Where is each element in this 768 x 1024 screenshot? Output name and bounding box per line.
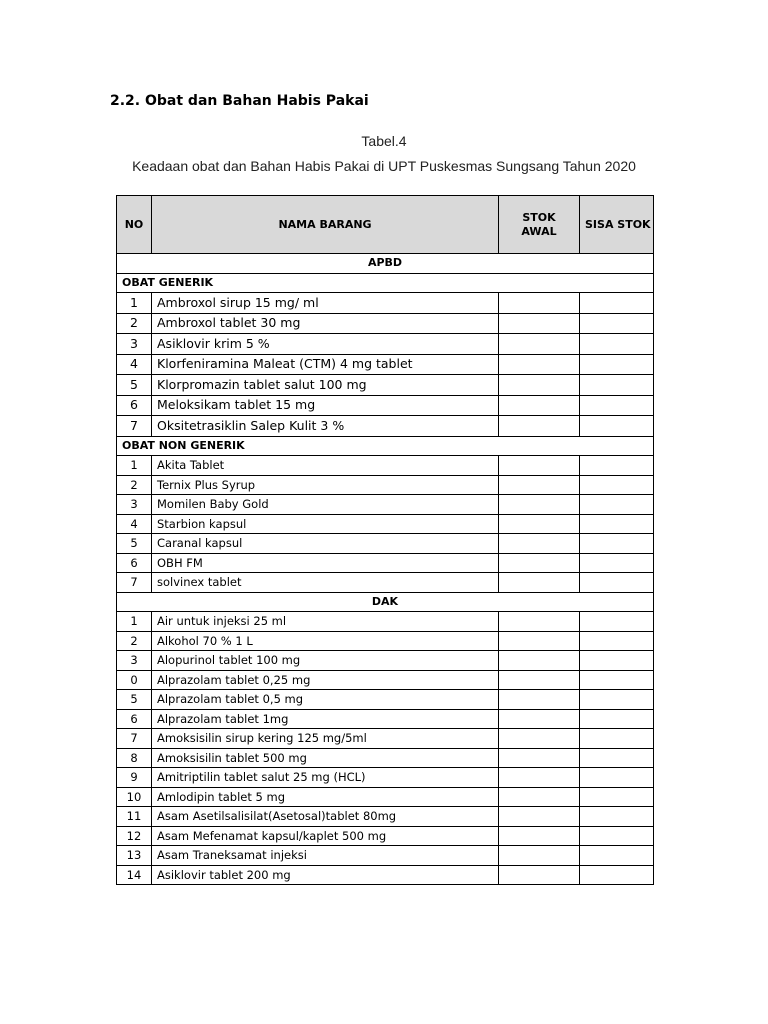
table-row bbox=[117, 826, 654, 846]
stok-awal-cell bbox=[499, 807, 580, 827]
table-row bbox=[117, 787, 654, 807]
row-number: 13 bbox=[117, 846, 152, 866]
table-header-row bbox=[117, 196, 654, 254]
row-number: 3 bbox=[117, 495, 152, 515]
stok-awal-cell bbox=[499, 456, 580, 476]
sisa-stok-cell bbox=[580, 456, 654, 476]
stok-awal-cell bbox=[499, 670, 580, 690]
stok-awal-cell bbox=[499, 416, 580, 437]
sisa-stok-cell bbox=[580, 612, 654, 632]
stok-awal-cell bbox=[499, 395, 580, 416]
row-number: 5 bbox=[117, 534, 152, 554]
sisa-stok-cell bbox=[580, 354, 654, 375]
table-row bbox=[117, 313, 654, 334]
item-name: Asiklovir tablet 200 mg bbox=[152, 865, 499, 885]
header-nama-barang: NAMA BARANG bbox=[152, 196, 499, 254]
stok-awal-cell bbox=[499, 729, 580, 749]
row-number: 6 bbox=[117, 553, 152, 573]
row-number: 3 bbox=[117, 651, 152, 671]
sisa-stok-cell bbox=[580, 807, 654, 827]
sisa-stok-cell bbox=[580, 534, 654, 554]
table-row bbox=[117, 729, 654, 749]
sisa-stok-cell bbox=[580, 514, 654, 534]
section-row-apbd bbox=[117, 254, 654, 274]
item-name: Alprazolam tablet 0,25 mg bbox=[152, 670, 499, 690]
item-name: Amlodipin tablet 5 mg bbox=[152, 787, 499, 807]
sisa-stok-cell bbox=[580, 846, 654, 866]
sisa-stok-cell bbox=[580, 670, 654, 690]
table-row bbox=[117, 573, 654, 593]
row-number: 3 bbox=[117, 334, 152, 355]
stok-awal-cell bbox=[499, 651, 580, 671]
section-label-dak: DAK bbox=[117, 592, 654, 612]
header-no: NO bbox=[117, 196, 152, 254]
row-number: 1 bbox=[117, 293, 152, 314]
table-row bbox=[117, 631, 654, 651]
item-name: Asiklovir krim 5 % bbox=[152, 334, 499, 355]
sisa-stok-cell bbox=[580, 334, 654, 355]
sisa-stok-cell bbox=[580, 709, 654, 729]
table-row bbox=[117, 375, 654, 396]
section-row-dak bbox=[117, 592, 654, 612]
item-name: Akita Tablet bbox=[152, 456, 499, 476]
table-row bbox=[117, 846, 654, 866]
item-name: Air untuk injeksi 25 ml bbox=[152, 612, 499, 632]
row-number: 9 bbox=[117, 768, 152, 788]
header-stok-awal bbox=[499, 196, 580, 254]
sisa-stok-cell bbox=[580, 748, 654, 768]
table-row bbox=[117, 354, 654, 375]
item-name: Klorfeniramina Maleat (CTM) 4 mg tablet bbox=[152, 354, 499, 375]
stok-awal-cell bbox=[499, 787, 580, 807]
table-row bbox=[117, 416, 654, 437]
table-row bbox=[117, 748, 654, 768]
sisa-stok-cell bbox=[580, 573, 654, 593]
table-row bbox=[117, 612, 654, 632]
item-name: solvinex tablet bbox=[152, 573, 499, 593]
sisa-stok-cell bbox=[580, 416, 654, 437]
table-caption-number: Tabel.4 bbox=[361, 133, 407, 149]
sisa-stok-cell bbox=[580, 475, 654, 495]
row-number: 14 bbox=[117, 865, 152, 885]
sisa-stok-cell bbox=[580, 375, 654, 396]
stok-awal-cell bbox=[499, 768, 580, 788]
table-row bbox=[117, 651, 654, 671]
item-name: Asam Traneksamat injeksi bbox=[152, 846, 499, 866]
row-number: 11 bbox=[117, 807, 152, 827]
sisa-stok-cell bbox=[580, 826, 654, 846]
stok-awal-cell bbox=[499, 354, 580, 375]
stok-awal-cell bbox=[499, 846, 580, 866]
row-number: 6 bbox=[117, 395, 152, 416]
group-row-generik bbox=[117, 273, 654, 293]
table-body bbox=[117, 254, 654, 885]
row-number: 2 bbox=[117, 475, 152, 495]
item-name: Klorpromazin tablet salut 100 mg bbox=[152, 375, 499, 396]
row-number: 1 bbox=[117, 612, 152, 632]
row-number: 7 bbox=[117, 729, 152, 749]
stok-awal-cell bbox=[499, 826, 580, 846]
stok-awal-cell bbox=[499, 612, 580, 632]
row-number: 6 bbox=[117, 709, 152, 729]
row-number: 8 bbox=[117, 748, 152, 768]
sisa-stok-cell bbox=[580, 631, 654, 651]
row-number: 1 bbox=[117, 456, 152, 476]
row-number: 4 bbox=[117, 514, 152, 534]
header-stok-awal-line2: AWAL bbox=[521, 224, 557, 238]
item-name: OBH FM bbox=[152, 553, 499, 573]
table-row bbox=[117, 475, 654, 495]
table-row bbox=[117, 807, 654, 827]
table-row bbox=[117, 334, 654, 355]
stok-awal-cell bbox=[499, 748, 580, 768]
sisa-stok-cell bbox=[580, 293, 654, 314]
medicine-stock-table bbox=[116, 195, 654, 885]
item-name: Alprazolam tablet 1mg bbox=[152, 709, 499, 729]
sisa-stok-cell bbox=[580, 865, 654, 885]
sisa-stok-cell bbox=[580, 495, 654, 515]
stok-awal-cell bbox=[499, 865, 580, 885]
item-name: Ternix Plus Syrup bbox=[152, 475, 499, 495]
row-number: 7 bbox=[117, 416, 152, 437]
header-stok-awal-line1: STOK bbox=[522, 210, 556, 224]
row-number: 12 bbox=[117, 826, 152, 846]
table-row bbox=[117, 768, 654, 788]
stok-awal-cell bbox=[499, 631, 580, 651]
item-name: Alkohol 70 % 1 L bbox=[152, 631, 499, 651]
item-name: Momilen Baby Gold bbox=[152, 495, 499, 515]
item-name: Alprazolam tablet 0,5 mg bbox=[152, 690, 499, 710]
stok-awal-cell bbox=[499, 495, 580, 515]
sisa-stok-cell bbox=[580, 768, 654, 788]
table-row bbox=[117, 709, 654, 729]
row-number: 10 bbox=[117, 787, 152, 807]
group-label-generik: OBAT GENERIK bbox=[117, 273, 654, 293]
table-row bbox=[117, 293, 654, 314]
header-sisa-stok: SISA STOK bbox=[580, 196, 654, 254]
table-row bbox=[117, 553, 654, 573]
stok-awal-cell bbox=[499, 375, 580, 396]
table-caption-title: Keadaan obat dan Bahan Habis Pakai di UPT Puskesmas Sungsang Tahun 2020 bbox=[132, 158, 636, 174]
table-row bbox=[117, 690, 654, 710]
item-name: Ambroxol tablet 30 mg bbox=[152, 313, 499, 334]
stok-awal-cell bbox=[499, 709, 580, 729]
row-number: 0 bbox=[117, 670, 152, 690]
group-label-non-generik: OBAT NON GENERIK bbox=[117, 436, 654, 456]
table-row bbox=[117, 534, 654, 554]
sisa-stok-cell bbox=[580, 729, 654, 749]
item-name: Asam Asetilsalisilat(Asetosal)tablet 80mg bbox=[152, 807, 499, 827]
item-name: Amoksisilin tablet 500 mg bbox=[152, 748, 499, 768]
sisa-stok-cell bbox=[580, 787, 654, 807]
row-number: 4 bbox=[117, 354, 152, 375]
table-row bbox=[117, 670, 654, 690]
stok-awal-cell bbox=[499, 313, 580, 334]
item-name: Amoksisilin sirup kering 125 mg/5ml bbox=[152, 729, 499, 749]
item-name: Amitriptilin tablet salut 25 mg (HCL) bbox=[152, 768, 499, 788]
row-number: 7 bbox=[117, 573, 152, 593]
sisa-stok-cell bbox=[580, 313, 654, 334]
group-row-non-generik bbox=[117, 436, 654, 456]
table-row bbox=[117, 865, 654, 885]
item-name: Oksitetrasiklin Salep Kulit 3 % bbox=[152, 416, 499, 437]
row-number: 5 bbox=[117, 375, 152, 396]
stok-awal-cell bbox=[499, 475, 580, 495]
stok-awal-cell bbox=[499, 534, 580, 554]
item-name: Caranal kapsul bbox=[152, 534, 499, 554]
row-number: 5 bbox=[117, 690, 152, 710]
stok-awal-cell bbox=[499, 334, 580, 355]
stok-awal-cell bbox=[499, 573, 580, 593]
stok-awal-cell bbox=[499, 293, 580, 314]
table-row bbox=[117, 395, 654, 416]
item-name: Ambroxol sirup 15 mg/ ml bbox=[152, 293, 499, 314]
section-label-apbd: APBD bbox=[117, 254, 654, 274]
section-heading: 2.2. Obat dan Bahan Habis Pakai bbox=[110, 93, 369, 109]
sisa-stok-cell bbox=[580, 651, 654, 671]
table-row bbox=[117, 456, 654, 476]
table-row bbox=[117, 495, 654, 515]
sisa-stok-cell bbox=[580, 690, 654, 710]
item-name: Alopurinol tablet 100 mg bbox=[152, 651, 499, 671]
table-row bbox=[117, 514, 654, 534]
sisa-stok-cell bbox=[580, 553, 654, 573]
item-name: Starbion kapsul bbox=[152, 514, 499, 534]
stok-awal-cell bbox=[499, 690, 580, 710]
item-name: Meloksikam tablet 15 mg bbox=[152, 395, 499, 416]
sisa-stok-cell bbox=[580, 395, 654, 416]
row-number: 2 bbox=[117, 313, 152, 334]
stok-awal-cell bbox=[499, 514, 580, 534]
item-name: Asam Mefenamat kapsul/kaplet 500 mg bbox=[152, 826, 499, 846]
stok-awal-cell bbox=[499, 553, 580, 573]
row-number: 2 bbox=[117, 631, 152, 651]
